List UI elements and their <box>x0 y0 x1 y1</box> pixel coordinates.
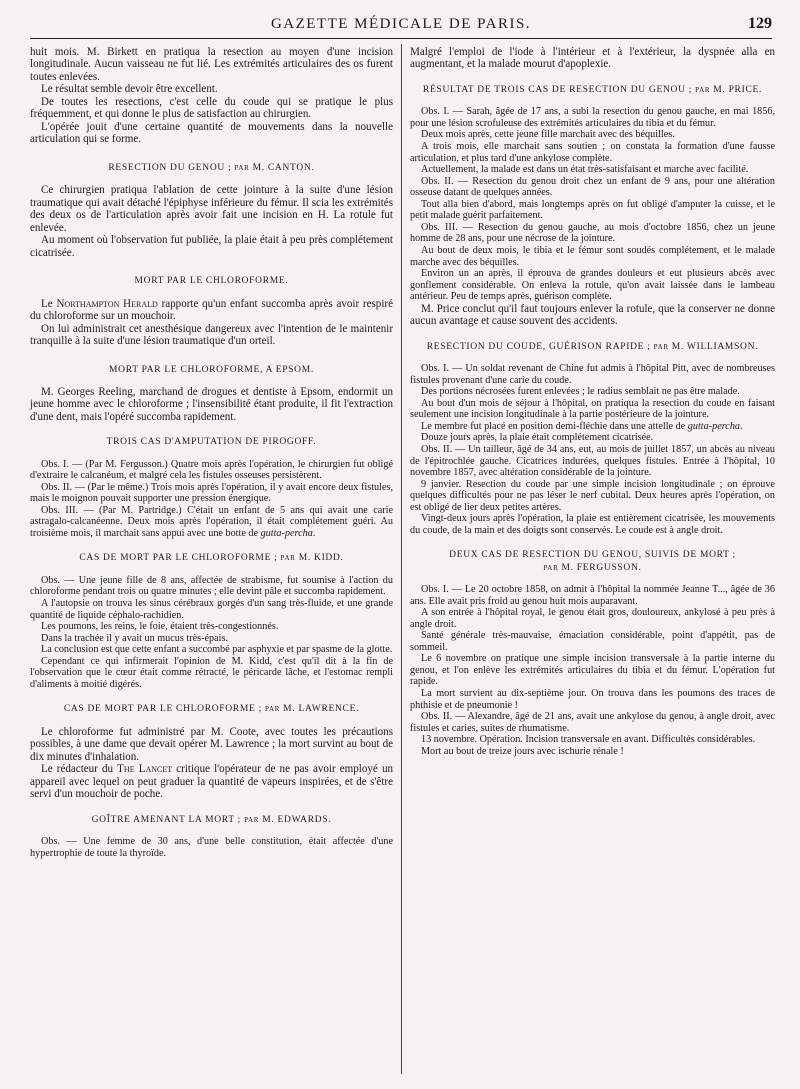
paragraph: Ce chirurgien pratiqua l'ablation de cette jointure à la suite d'une lésion traumatique qui avait détaché l'épiphyse inférieure du fémur. Il scia les extrémités des deux os de l'articulation après avoir fait une incision en H. La rotule fut enlevée. <box>30 184 393 234</box>
paragraph: M. Price conclut qu'il faut toujours enlever la rotule, que la conserver ne donne aucun avantage et cause souvent des accidents. <box>410 302 775 328</box>
left-column <box>30 46 393 859</box>
paragraph: Mort au bout de treize jours avec ischurie rénale ! <box>421 745 624 757</box>
column-divider <box>401 44 402 1074</box>
paragraph: A l'autopsie on trouva les sinus cérébraux gorgés d'un sang très-fluide, et une grande quantité de liquide céphalo-rachidien. <box>30 598 393 621</box>
paragraph: A son entrée à l'hôpital royal, le genou était gros, douloureux, ankylosé à peu près à angle droit. <box>410 607 775 630</box>
observation: Obs. — Une jeune fille de 8 ans, affectée de strabisme, fut soumise à l'action du chloroforme pendant trois ou quatre minutes ; elle devint pâle et succomba rapidement. <box>30 574 393 598</box>
paragraph: De toutes les resections, c'est celle du coude qui se pratique le plus fréquemment, et qui donne le plus de satisfaction au chirurgien. <box>30 96 393 121</box>
section-title: RÉSULTAT DE TROIS CAS DE RESECTION DU GENOU ; par M. PRICE. <box>422 84 763 95</box>
paragraph: Douze jours après, la plaie était complétement cicatrisée. <box>421 432 654 444</box>
paragraph: Des portions nécrosées furent enlevées ; le radius semblait ne pas être malade. <box>421 386 740 398</box>
paragraph: Malgré l'emploi de l'iode à l'intérieur et à l'extérieur, la dyspnée alla en augmentant, et la malade mourut d'apoplexie. <box>410 46 775 71</box>
paragraph: La mort survient au dix-septième jour. On trouva dans les poumons des traces de phthisie et de pneumonie ! <box>410 688 775 711</box>
journal-name: Northampton Herald <box>56 297 158 310</box>
paragraph: Tout alla bien d'abord, mais longtemps après on fut obligé d'amputer la cuisse, et le petit malade guérit parfaitement. <box>410 198 775 222</box>
paragraph: Le chloroforme fut administré par M. Coote, avec toutes les précautions possibles, à une dame que devait opérer M. Lawrence ; la mort survint au bout de dix minutes d'inhalation. <box>30 725 393 763</box>
observation: Obs. I. — Le 20 octobre 1858, on admit à l'hôpital la nommée Jeanne T..., âgée de 36 ans. Elle avait pris froid au genou huit mois auparavant. <box>410 584 775 607</box>
section-title: RESECTION DU COUDE, GUÉRISON RAPIDE ; par M. WILLIAMSON. <box>426 341 759 352</box>
paragraph: On lui administrait cet anesthésique dangereux avec l'intention de le maintenir tranquille à la suite d'une lésion traumatique d'un orteil. <box>30 322 393 348</box>
paragraph: 13 novembre. Opération. Incision transversale en avant. Difficultés considérables. <box>421 734 756 746</box>
paragraph: M. Georges Reeling, marchand de drogues et dentiste à Epsom, endormit un jeune homme avec le chloroforme ; l'insensibilité étant produite, il fit l'extraction d'une dent, mais l'opéré succomba rapidement. <box>30 385 393 423</box>
paragraph: Actuellement, la malade est dans un état très-satisfaisant et marche avec facilité. <box>421 164 749 176</box>
page-header <box>30 12 772 39</box>
paragraph: Santé générale très-mauvaise, émaciation considérable, point d'appétit, pas de sommeil. <box>410 630 775 653</box>
section-title: DEUX CAS DE RESECTION DU GENOU, SUIVIS DE MORT ; par M. FERGUSSON. <box>449 550 736 573</box>
paragraph: La conclusion est que cette enfant a succombé par asphyxie et par spasme de la glotte. <box>41 644 393 656</box>
paragraph: Le rédacteur du The Lancet critique l'opérateur de ne pas avoir employé un appareil avec lequel on peut graduer la quantité de vapeurs inspirées, et de s'être servi d'un mouchoir de poche. <box>30 763 393 801</box>
paragraph: Environ un an après, il éprouva de grandes douleurs et eut plusieurs abcès avec gonflement considérable. On enleva la rotule, qu'on avait laissée dans le lambeau antérieur. Peu de temps après, guérison complète. <box>410 268 775 303</box>
paragraph: Deux mois après, cette jeune fille marchait avec des béquilles. <box>421 129 675 141</box>
observation: Obs. II. — (Par le même.) Trois mois après l'opération, il y avait encore deux fistules, mais le moignon pouvait supporter une pression énergique. <box>30 481 393 505</box>
page-number: 129 <box>748 15 772 32</box>
section-title: GOÎTRE AMENANT LA MORT ; par M. EDWARDS. <box>91 814 332 825</box>
section-title: TROIS CAS D'AMPUTATION DE PIROGOFF. <box>106 437 317 448</box>
observation: Obs. II. — Resection du genou droit chez un enfant de 9 ans, pour une altération osseuse datant de quelques années. <box>410 175 775 199</box>
section-title: MORT PAR LE CHLOROFORME. <box>134 276 289 287</box>
journal-name: The Lancet <box>117 763 173 776</box>
paragraph: Le 6 novembre on pratique une simple incision transversale à la partie interne du genou, et l'on enlève les extrémités articulaires du tibia et du fémur. L'opération fut rapide. <box>410 653 775 688</box>
observation: Obs. I. — Un soldat revenant de Chine fut admis à l'hôpital Pitt, avec de nombreuses fistules provenant d'une carie du coude. <box>410 363 775 386</box>
observation: Obs. I. — Sarah, âgée de 17 ans, a subi la resection du genou gauche, en mai 1856, pour une lésion scrofuleuse des extrémités articulaires du tibia et du fémur. <box>410 106 775 129</box>
paragraph: Les poumons, les reins, le foie, étaient très-congestionnés. <box>41 621 279 633</box>
observation: Obs. I. — (Par M. Fergusson.) Quatre mois après l'opération, le chirurgien fut obligé d'extraire le calcanéum, et malgré cela les fistules osseuses persistèrent. <box>30 458 393 482</box>
observation: Obs. II. — Alexandre, âgé de 21 ans, avait une ankylose du genou, à angle droit, avec fistules et caries, suites de rhumatisme. <box>410 711 775 734</box>
section-title: MORT PAR LE CHLOROFORME, A EPSOM. <box>109 364 314 375</box>
paragraph: Le Northampton Herald rapporte qu'un enfant succomba après avoir respiré du chloroforme sur un mouchoir. <box>30 297 393 323</box>
paragraph: Vingt-deux jours après l'opération, la plaie est entièrement cicatrisée, les mouvements du coude, de la main et des doigts sont conservés. Le coude est à angle droit. <box>410 513 775 536</box>
paragraph: Au bout d'un mois de séjour à l'hôpital, on pratiqua la resection du coude en faisant seulement une incision longitudinale à la partie postérieure de la jointure. <box>410 397 775 421</box>
paragraph: Le résultat semble devoir être excellent. <box>41 83 218 96</box>
paragraph: Au moment où l'observation fut publiée, la plaie était à peu près complétement cicatrisée. <box>30 234 393 259</box>
section-title: RESECTION DU GENOU ; par M. CANTON. <box>108 162 315 173</box>
paragraph: huit mois. M. Birkett en pratiqua la resection au moyen d'une incision longitudinale. Aucun vaisseau ne fut lié. Les extrémités articulaires des os furent toutes enlevées. <box>30 46 393 83</box>
right-column <box>410 46 775 757</box>
paragraph: A trois mois, elle marchait sans soutien ; on constata la formation d'une fausse articulation, et plus tard d'une ankylose complète. <box>410 141 775 164</box>
journal-title: GAZETTE MÉDICALE DE PARIS. <box>270 16 532 32</box>
paragraph: Dans la trachée il y avait un mucus très-épais. <box>41 632 228 644</box>
paragraph: Au bout de deux mois, le tibia et le fémur sont soudés complétement, et le malade marche avec des béquilles. <box>410 245 775 268</box>
paragraph: Le membre fut placé en position demi-fléchie dans une attelle de gutta-percha. <box>421 420 743 432</box>
paragraph: L'opérée jouit d'une certaine quantité de mouvements dans la nouvelle articulation qui se forme. <box>30 121 393 146</box>
observation: Obs. III. — (Par M. Partridge.) C'était un enfant de 5 ans qui avait une carie astragalo-calcanéenne. Deux mois après l'opération, il était complétement guéri. Au troisième mois, il marchait sans appui avec une botte de gutta-percha. <box>30 504 393 539</box>
observation: Obs. — Une femme de 30 ans, d'une belle constitution, était affectée d'une hypertrophie de toute la thyroïde. <box>30 836 393 859</box>
section-title: CAS DE MORT PAR LE CHLOROFORME ; par M. KIDD. <box>79 553 344 564</box>
observation: Obs. III. — Resection du genou gauche, au mois d'octobre 1856, chez un jeune homme de 28 ans, pour une nécrose de la jointure. <box>410 221 775 245</box>
observation: Obs. II. — Un tailleur, âgé de 34 ans, eut, au mois de juillet 1857, un abcès au niveau de l'épitrochlée gauche. Cicatrices indurées, quelques fistules. Entrée à l'hôpital, 10 novembre 1857, avec altération considérable de la jointure. <box>410 444 775 479</box>
paragraph: Cependant ce qui infirmerait l'opinion de M. Kidd, c'est qu'il dit à la fin de l'observation que le cœur était comme rétracté, le péricarde lâche, et l'estomac rempli d'aliments à moitié digérés. <box>30 655 393 690</box>
section-title: CAS DE MORT PAR LE CHLOROFORME ; par M. LAWRENCE. <box>63 704 360 715</box>
paragraph: 9 janvier. Resection du coude par une simple incision longitudinale ; on éprouve quelques difficultés pour ne pas léser le nerf cubital. Deux heures après l'opération, on est obligé de lier deux petites artères. <box>410 478 775 513</box>
